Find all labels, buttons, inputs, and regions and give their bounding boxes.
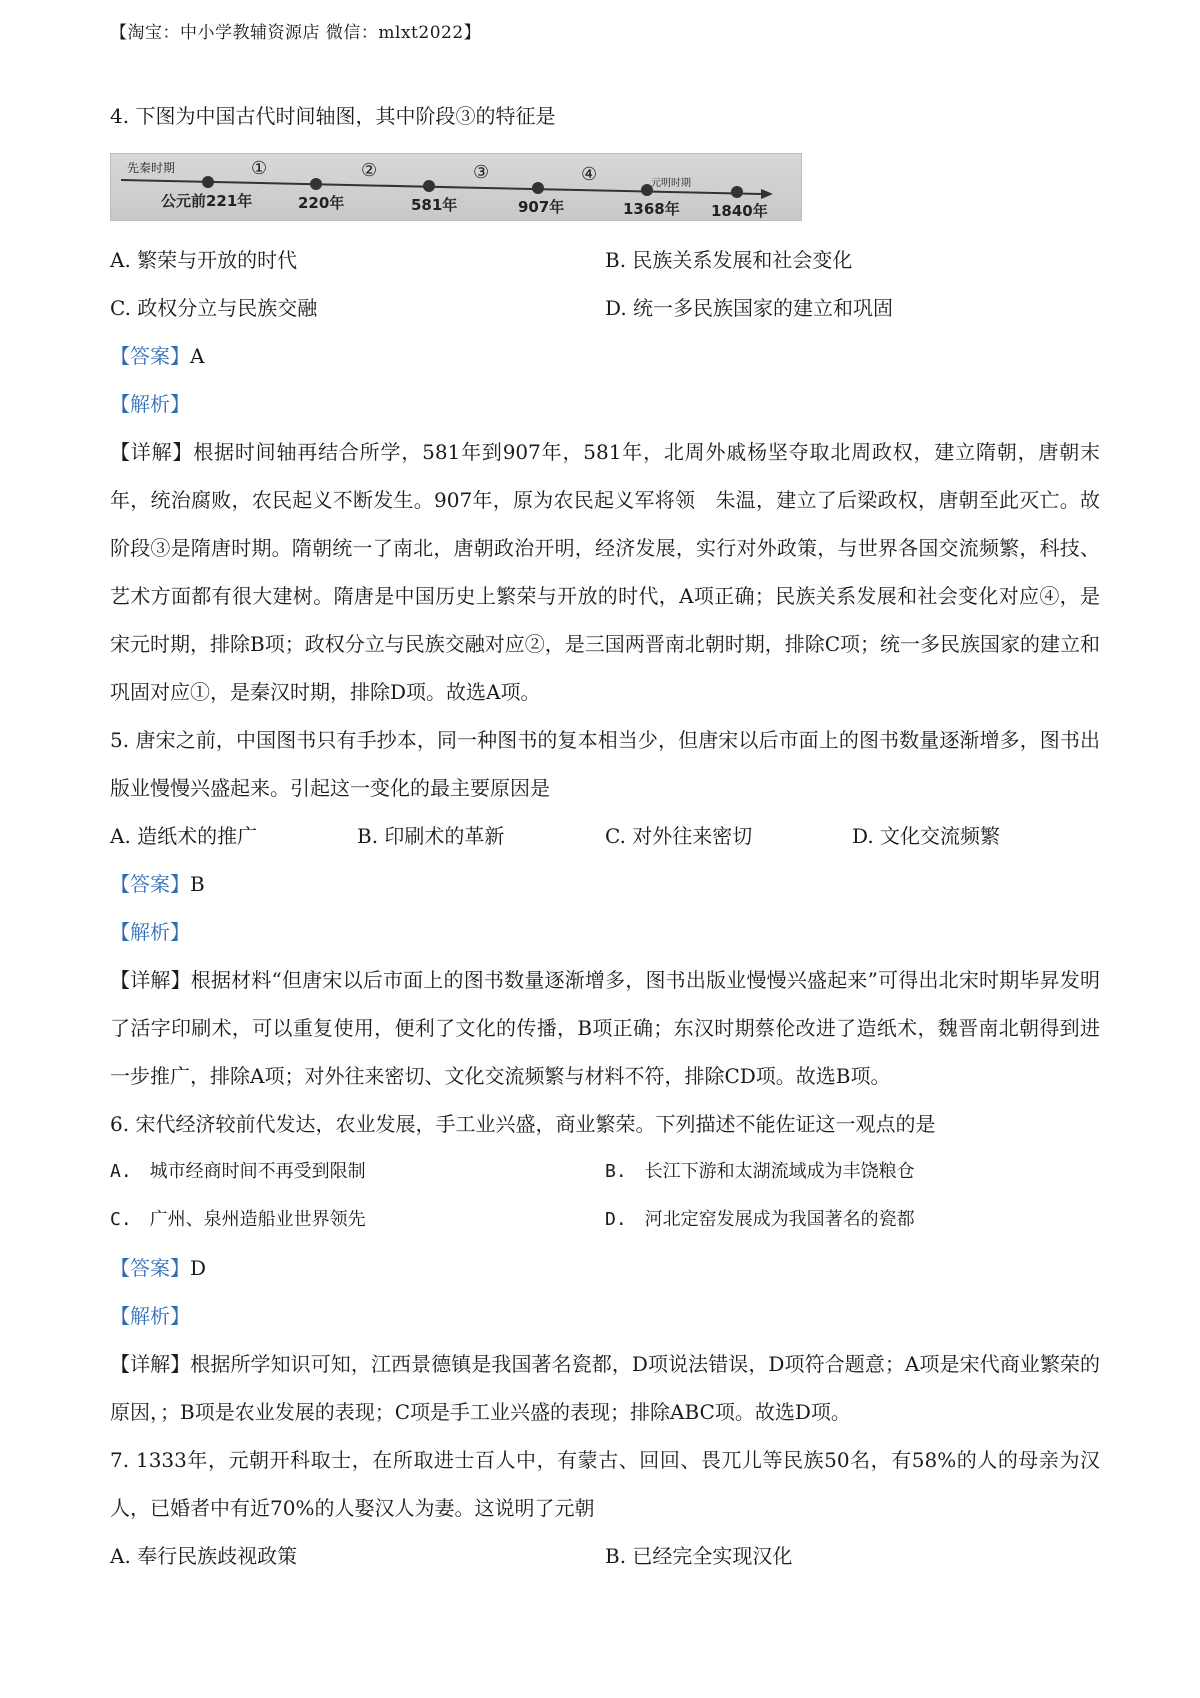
detail-label: 【详解】 [110, 440, 194, 464]
q4-option-a[interactable]: A. 繁荣与开放的时代 [110, 248, 298, 272]
timeline-start-label: 先秦时期 [127, 161, 176, 175]
timeline-node [202, 176, 214, 188]
q7-option-b[interactable]: B. 已经完全实现汉化 [605, 1544, 793, 1568]
q4-analysis-label: 【解析】 [110, 392, 190, 416]
q6-option-b[interactable]: B. 长江下游和太湖流域成为丰饶粮仓 [605, 1161, 915, 1182]
timeline-year: 220年 [298, 194, 345, 212]
question-4-stem: 4. 下图为中国古代时间轴图，其中阶段③的特征是 [110, 104, 556, 128]
q5-option-a[interactable]: A. 造纸术的推广 [110, 824, 258, 848]
answer-label: 【答案】 [110, 872, 190, 896]
q6-detail [110, 1340, 1100, 1436]
timeline-node [731, 186, 743, 198]
q6-option-a[interactable]: A. 城市经商时间不再受到限制 [110, 1161, 366, 1182]
answer-value: D [190, 1256, 207, 1280]
timeline-stage-3: ③ [473, 162, 490, 183]
q4-option-b[interactable]: B. 民族关系发展和社会变化 [605, 248, 853, 272]
answer-value: A [190, 344, 205, 368]
q6-option-d[interactable]: D. 河北定窑发展成为我国著名的瓷都 [605, 1209, 915, 1230]
timeline-node [310, 178, 322, 190]
q5-option-b[interactable]: B. 印刷术的革新 [357, 824, 505, 848]
timeline-year: 907年 [518, 198, 565, 216]
timeline-stage-1: ① [251, 158, 268, 179]
timeline-year: 公元前221年 [161, 192, 253, 210]
q7-option-a[interactable]: A. 奉行民族歧视政策 [110, 1544, 298, 1568]
q4-option-d[interactable]: D. 统一多民族国家的建立和巩固 [605, 296, 894, 320]
timeline-year: 1840年 [711, 202, 768, 220]
detail-label: 【详解】 [110, 968, 191, 992]
q4-detail [110, 428, 1100, 716]
timeline-svg [111, 154, 801, 220]
timeline-node [423, 180, 435, 192]
detail-text: 根据材料“但唐宋以后市面上的图书数量逐渐增多，图书出版业慢慢兴盛起来”可得出北宋时期毕昇发明了活字印刷术，可以重复使用，便利了文化的传播，B项正确；东汉时期蔡伦改进了造纸术，魏晋南北朝得到进一步推广，排除A项；对外往来密切、文化交流频繁与材料不符，排除CD项。故选B项。 [110, 968, 1100, 1088]
q5-detail [110, 956, 1100, 1100]
q5-option-c[interactable]: C. 对外往来密切 [605, 824, 753, 848]
question-7-stem: 7. 1333年，元朝开科取士，在所取进士百人中，有蒙古、回回、畏兀儿等民族50名，有58%的人的母亲为汉人，已婚者中有近70%的人娶汉人为妻。这说明了元朝 [110, 1448, 1100, 1520]
detail-text: 根据所学知识可知，江西景德镇是我国著名瓷都，D项说法错误，D项符合题意；A项是宋代商业繁荣的原因，；B项是农业发展的表现；C项是手工业兴盛的表现；排除ABC项。故选D项。 [110, 1352, 1101, 1424]
q4-option-c[interactable]: C. 政权分立与民族交融 [110, 296, 318, 320]
timeline-stage-2: ② [361, 160, 378, 181]
detail-text: 根据时间轴再结合所学，581年到907年，581年，北周外戚杨坚夺取北周政权，建立隋朝，唐朝末年，统治腐败，农民起义不断发生。907年，原为农民起义军将领 朱温，建立了后梁政权，唐朝至此灭亡。故阶段③是隋唐时期。隋朝统一了南北，唐朝政治开明，经济发展，实行对外政策，与世界各国交流频繁，科技、艺术方面都有很大建树。隋唐是中国历史上繁荣与开放的时代，A项正确；民族关系发展和社会变化对应④，是宋元时期，排除B项；政权分立与民族交融对应②，是三国两晋南北朝时期，排除C项；统一多民族国家的建立和巩固对应①，是秦汉时期，排除D项。故选A项。 [110, 440, 1100, 704]
timeline-end-label: 元明时期 [651, 178, 691, 189]
q6-answer [110, 1244, 1100, 1292]
timeline-arrow-icon [761, 189, 773, 199]
answer-label: 【答案】 [110, 1256, 190, 1280]
q5-option-d[interactable]: D. 文化交流频繁 [852, 824, 1001, 848]
q4-answer [110, 332, 1100, 380]
timeline-figure [110, 153, 802, 221]
answer-value: B [190, 872, 205, 896]
q5-answer [110, 860, 1100, 908]
question-5-stem: 5. 唐宋之前，中国图书只有手抄本，同一种图书的复本相当少，但唐宋以后市面上的图书数量逐渐增多，图书出版业慢慢兴盛起来。引起这一变化的最主要原因是 [110, 728, 1100, 800]
detail-label: 【详解】 [110, 1352, 191, 1376]
q6-analysis-label: 【解析】 [110, 1304, 190, 1328]
timeline-node [532, 182, 544, 194]
answer-label: 【答案】 [110, 344, 190, 368]
question-6-stem: 6. 宋代经济较前代发达，农业发展，手工业兴盛，商业繁荣。下列描述不能佐证这一观点的是 [110, 1112, 936, 1136]
q6-option-c[interactable]: C. 广州、泉州造船业世界领先 [110, 1209, 366, 1230]
q5-analysis-label: 【解析】 [110, 920, 190, 944]
timeline-stage-4: ④ [581, 164, 598, 185]
timeline-year: 1368年 [623, 200, 680, 218]
header-watermark: 【淘宝：中小学教辅资源店 微信：mlxt2022】 [110, 23, 482, 43]
timeline-year: 581年 [411, 196, 458, 214]
